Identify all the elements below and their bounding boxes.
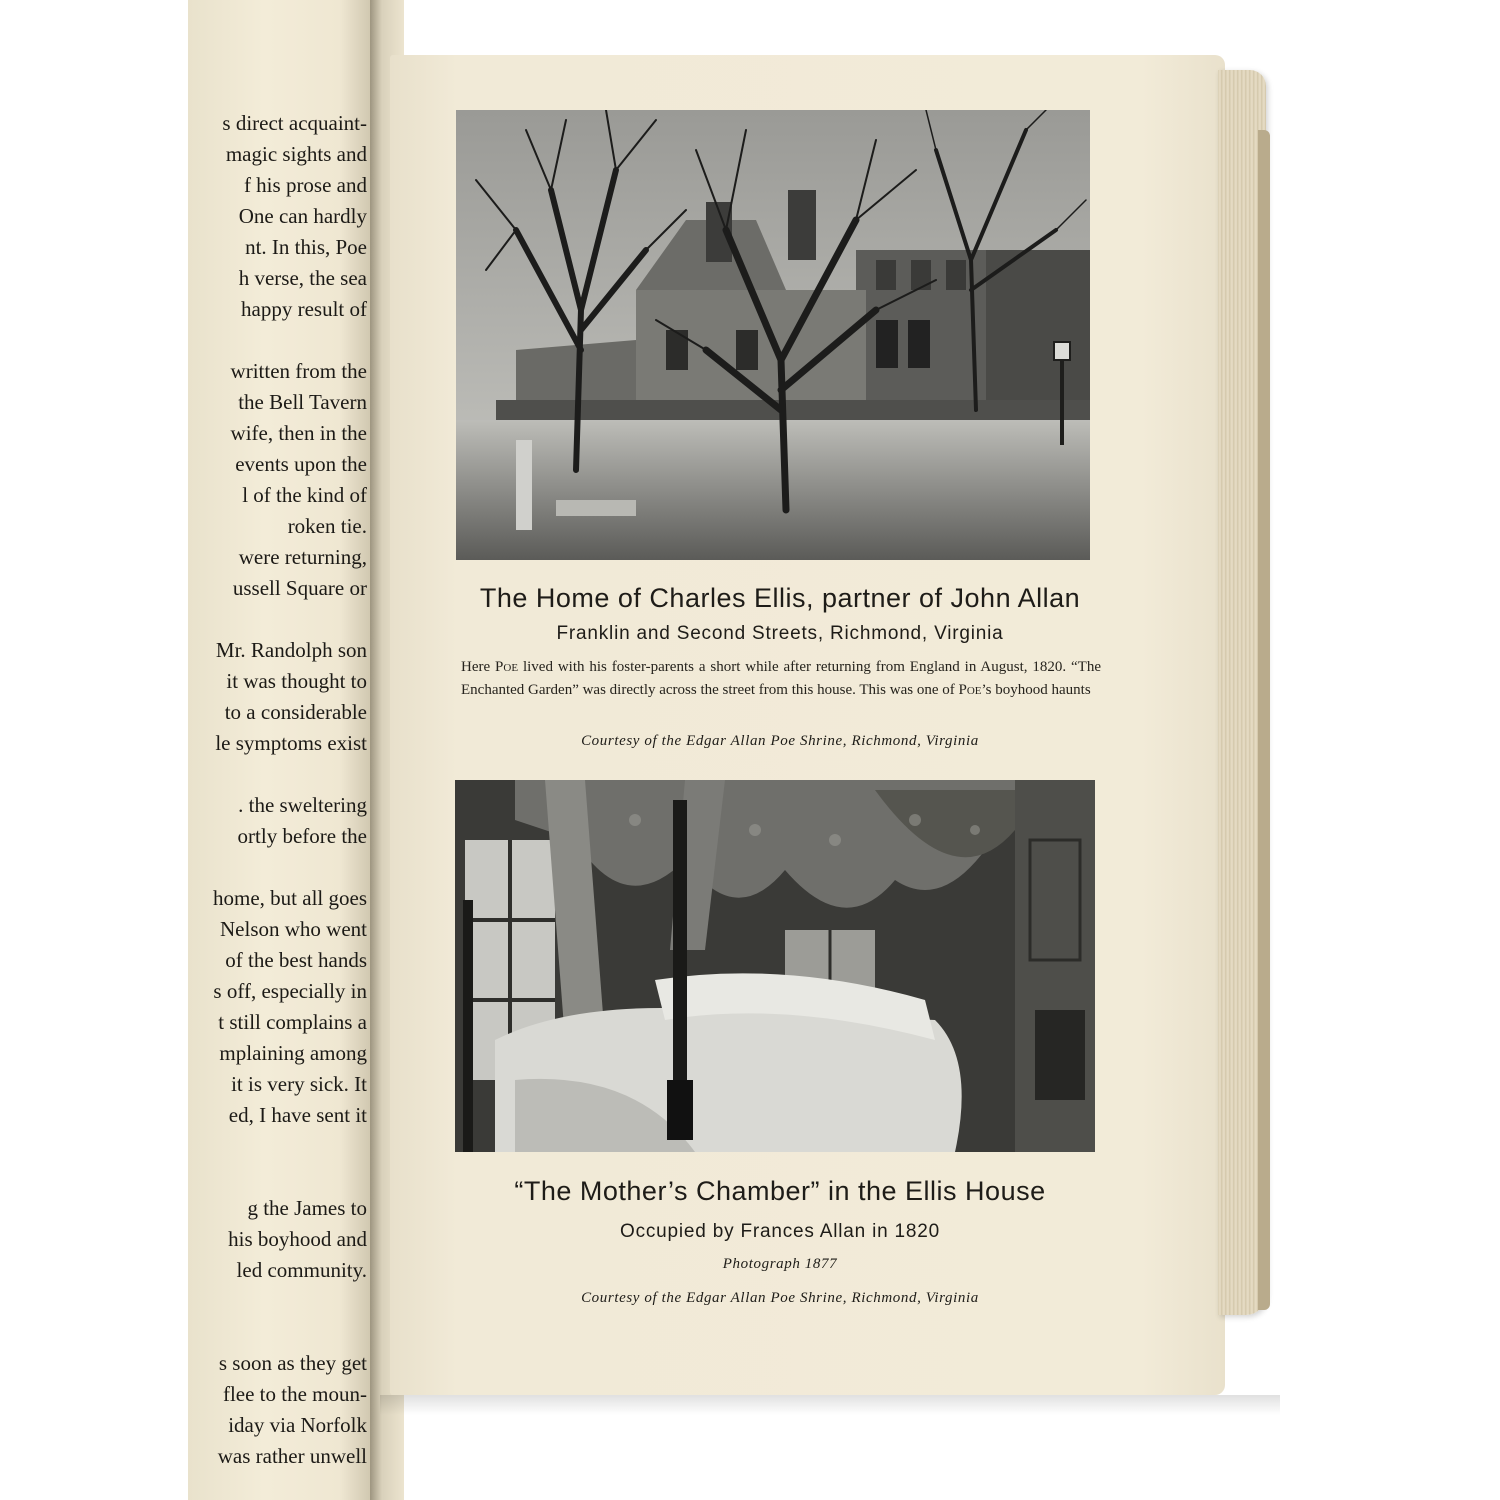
- left-page-line: s direct acquaint-: [222, 111, 367, 135]
- left-page-line: s soon as they get: [218, 1351, 367, 1375]
- left-page-line: magic sights and: [225, 142, 367, 166]
- figure2-credit: Courtesy of the Edgar Allan Poe Shrine, Richmond, Virginia: [581, 1290, 979, 1306]
- left-page-line: led community.: [236, 1258, 367, 1282]
- figure1-body-part3: ’s boyhood haunts: [981, 682, 1091, 698]
- chamber-photo-drawing: [455, 780, 1095, 1152]
- left-page-line: [182, 325, 367, 356]
- left-page-line: . the sweltering: [238, 793, 367, 817]
- left-page-line: t still complains a: [218, 1010, 367, 1034]
- left-page-line: le symptoms exist: [215, 731, 367, 755]
- figure1-body-part1: Here: [461, 659, 491, 675]
- left-page-line: [182, 759, 367, 790]
- book-cover-edge: [1258, 130, 1270, 1310]
- left-page-line: roken tie.: [287, 514, 367, 538]
- left-page-line: l of the kind of: [242, 483, 367, 507]
- left-page-line: s off, especially in: [213, 979, 367, 1003]
- left-page-line: ortly before the: [237, 824, 367, 848]
- left-page-line: h verse, the sea: [238, 266, 367, 290]
- left-page-line: f his prose and: [243, 173, 367, 197]
- left-page-line: [182, 604, 367, 635]
- left-page-line: [182, 1162, 367, 1193]
- left-page-line: ussell Square or: [232, 576, 367, 600]
- figure1-poe-name-2: Poe: [958, 682, 982, 698]
- left-page-line: [182, 1286, 367, 1317]
- left-page-line: happy result of: [241, 297, 367, 321]
- left-page-line: g the James to: [247, 1196, 367, 1220]
- left-page-line: it is very sick. It: [231, 1072, 367, 1096]
- left-page-line: [182, 1317, 367, 1348]
- left-page-line: Nelson who went: [220, 917, 367, 941]
- left-page-text: [182, 108, 367, 1472]
- figure2-photo-note: Photograph 1877: [722, 1256, 838, 1272]
- figure1-credit: Courtesy of the Edgar Allan Poe Shrine, Richmond, Virginia: [581, 733, 979, 749]
- figure1-title: The Home of Charles Ellis, partner of John Allan: [479, 583, 1081, 613]
- left-page-line: the Bell Tavern: [238, 390, 367, 414]
- left-page-line: wife, then in the: [230, 421, 367, 445]
- left-page-line: [182, 1131, 367, 1162]
- figure2-subtitle: Occupied by Frances Allan in 1820: [619, 1221, 941, 1242]
- left-page-line: were returning,: [238, 545, 367, 569]
- photo-ellis-house: [456, 110, 1090, 560]
- figure1-body-part2: lived with his foster-parents a short while after returning from England in August, 1820. “The Enchanted Garden” was directly across the street from this house. This was one of: [461, 659, 1101, 698]
- left-page-line: was rather unwell: [217, 1444, 367, 1468]
- figure1-poe-name-1: Poe: [495, 659, 519, 675]
- left-page-line: flee to the moun-: [222, 1382, 367, 1406]
- figure1-body: [461, 656, 1101, 702]
- left-page-line: nt. In this, Poe: [245, 235, 367, 259]
- left-page-line: One can hardly: [238, 204, 367, 228]
- left-page-line: his boyhood and: [228, 1227, 367, 1251]
- left-page-line: it was thought to: [226, 669, 367, 693]
- left-page-line: [182, 852, 367, 883]
- left-page-line: home, but all goes: [213, 886, 367, 910]
- photo-mothers-chamber: [455, 780, 1095, 1152]
- left-page-line: written from the: [230, 359, 367, 383]
- house-photo-drawing: [456, 110, 1090, 560]
- left-page-line: Mr. Randolph son: [215, 638, 367, 662]
- page-shadow: [380, 1395, 1280, 1415]
- left-page-line: events upon the: [235, 452, 367, 476]
- left-page-line: mplaining among: [219, 1041, 367, 1065]
- left-page-line: iday via Norfolk: [228, 1413, 367, 1437]
- left-page-line: to a considerable: [224, 700, 367, 724]
- left-page-line: of the best hands: [225, 948, 367, 972]
- figure2-title: “The Mother’s Chamber” in the Ellis House: [514, 1176, 1046, 1206]
- figure1-subtitle: Franklin and Second Streets, Richmond, Virginia: [556, 623, 1004, 644]
- left-page-line: ed, I have sent it: [228, 1103, 367, 1127]
